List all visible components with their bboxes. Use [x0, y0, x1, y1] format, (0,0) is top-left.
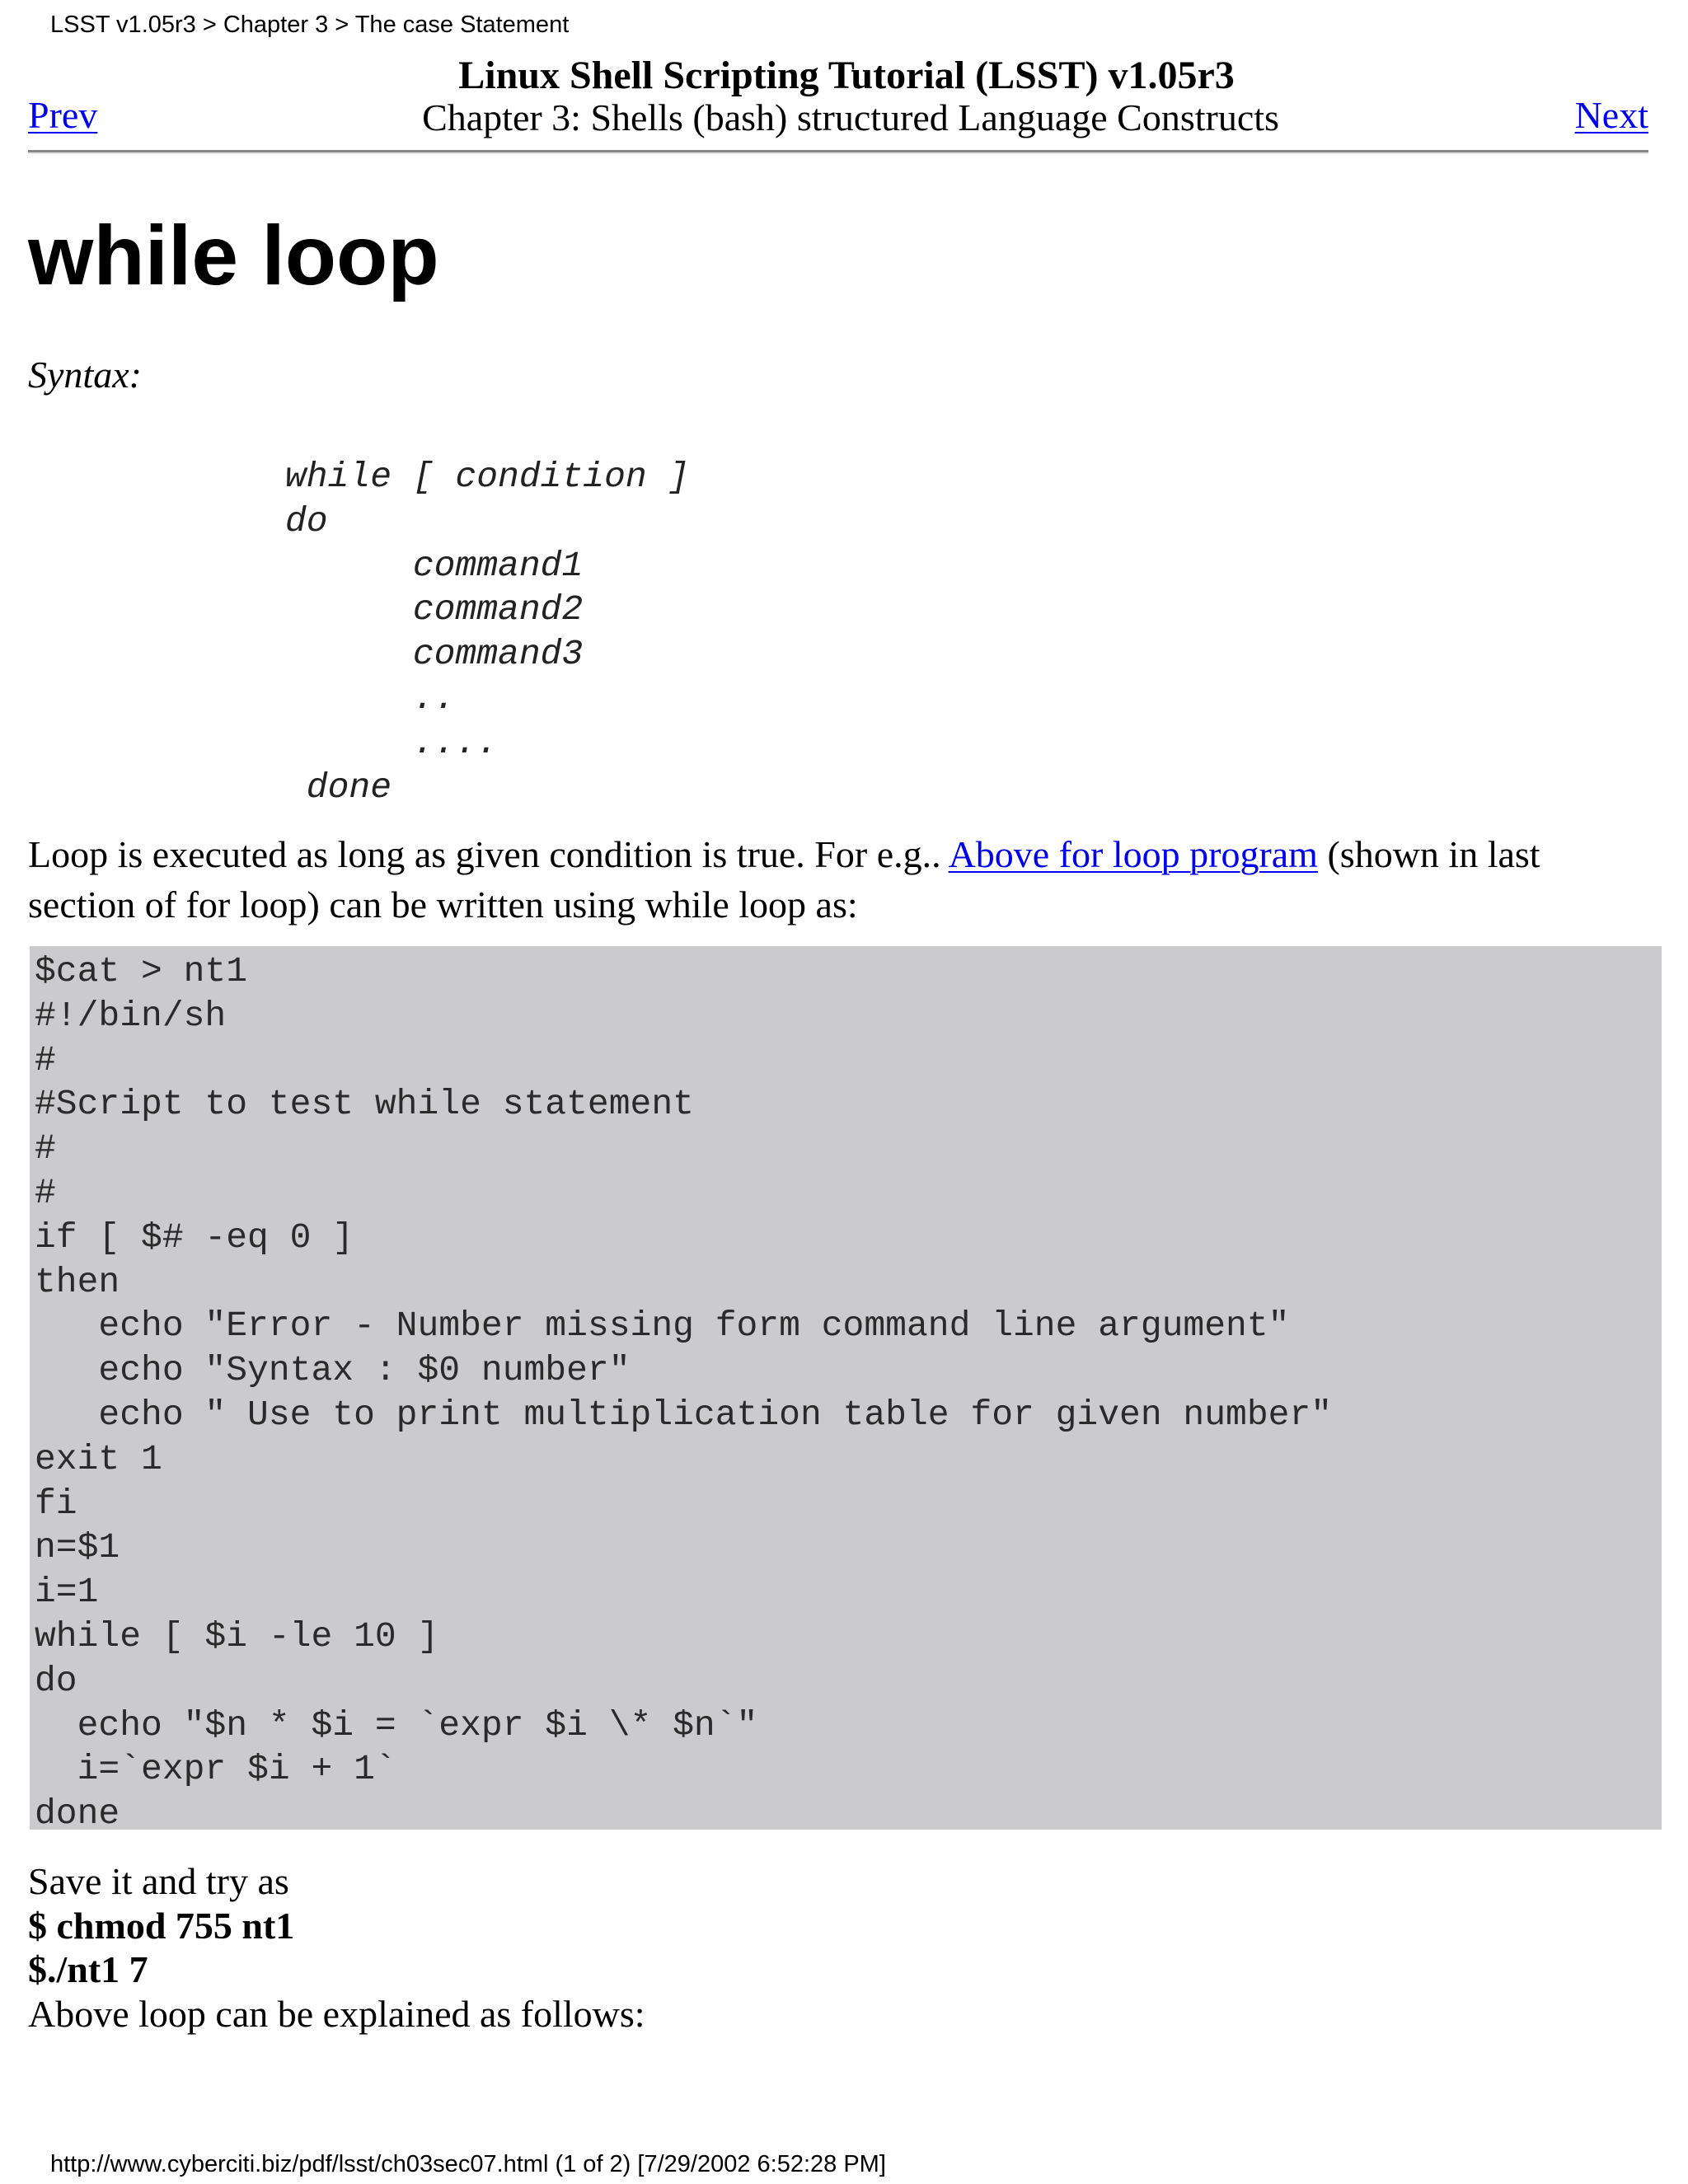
code-line: #: [35, 1172, 56, 1213]
page-heading: while loop: [28, 209, 439, 302]
next-link[interactable]: Next: [1574, 94, 1648, 136]
run-command: $./nt1 7: [28, 1948, 148, 1990]
syntax-line: do: [285, 500, 328, 541]
code-listing: [30, 946, 1662, 1835]
code-line: #Script to test while statement: [35, 1084, 694, 1125]
code-line: exit 1: [35, 1438, 162, 1479]
code-line: while [ $i -le 10 ]: [35, 1615, 439, 1657]
nav-divider: [28, 150, 1648, 154]
code-line: #: [35, 1039, 56, 1080]
code-line: then: [35, 1261, 120, 1302]
syntax-line: while [ condition ]: [285, 457, 690, 497]
print-footer: http://www.cyberciti.biz/pdf/lsst/ch03sec07.html (1 of 2) [7/29/2002 6:52:28 PM]: [50, 2151, 886, 2177]
code-line: do: [35, 1660, 77, 1701]
code-line: echo "Error - Number missing form command line argument": [35, 1305, 1290, 1347]
print-header: LSST v1.05r3 > Chapter 3 > The case Statement: [50, 12, 570, 38]
syntax-label: Syntax:: [28, 354, 142, 396]
code-line: #: [35, 1128, 56, 1169]
run-instructions: [28, 1859, 645, 2036]
code-line: echo "Syntax : $0 number": [35, 1350, 631, 1391]
syntax-line: ....: [285, 722, 499, 763]
save-instruction: Save it and try as: [28, 1860, 289, 1902]
code-block: [30, 946, 1662, 1836]
code-line: i=`expr $i + 1`: [35, 1749, 396, 1790]
code-line: fi: [35, 1483, 77, 1524]
intro-text-continued: (shown in last section of for loop) can be written using while loop as:: [28, 833, 1540, 926]
code-line: #!/bin/sh: [35, 995, 227, 1036]
prev-link[interactable]: Prev: [28, 94, 98, 136]
chapter-title: Chapter 3: Shells (bash) structured Language Constructs: [422, 96, 1279, 138]
syntax-line: command1: [285, 545, 584, 586]
nav-titles: [28, 54, 1648, 138]
syntax-line: command3: [285, 634, 584, 675]
code-line: $cat > nt1: [35, 951, 248, 991]
for-loop-program-link[interactable]: Above for loop program: [948, 833, 1318, 875]
book-title: Linux Shell Scripting Tutorial (LSST) v1.05r3: [458, 54, 1235, 97]
navigation-bar: [28, 54, 1648, 145]
syntax-line: done: [285, 766, 392, 808]
code-line: echo "$n * $i = `expr $i \* $n`": [35, 1704, 758, 1746]
syntax-line: ..: [285, 677, 456, 719]
intro-text: Loop is executed as long as given condition is true. For e.g..: [28, 833, 949, 875]
code-line: n=$1: [35, 1527, 120, 1568]
syntax-line: command2: [285, 589, 584, 630]
code-line: if [ $# -eq 0 ]: [35, 1216, 354, 1258]
syntax-block: [285, 455, 689, 809]
intro-paragraph: [28, 829, 1652, 930]
code-line: i=1: [35, 1572, 99, 1613]
explanation-intro: Above loop can be explained as follows:: [28, 1992, 645, 2035]
code-line: echo " Use to print multiplication table for given number": [35, 1394, 1333, 1435]
chmod-command: $ chmod 755 nt1: [28, 1904, 295, 1947]
code-line: done: [35, 1793, 120, 1835]
